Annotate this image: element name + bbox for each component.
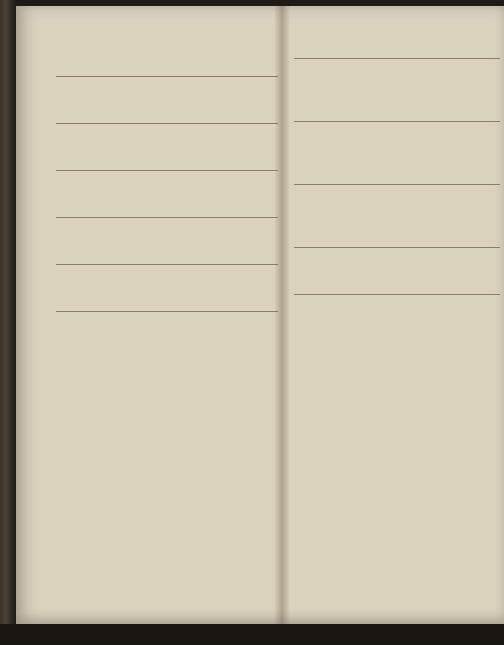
document-page [16,6,504,624]
notice-block [56,36,278,77]
notice-block [56,83,278,124]
left-column [56,18,278,318]
notice-block [294,18,500,59]
right-heading-3 [294,191,500,203]
notice-block [294,144,500,185]
notice-block [294,81,500,122]
scan-bottom-edge [0,624,504,645]
notice-block [56,224,278,265]
notice-block [294,207,500,248]
notice-block [56,130,278,171]
left-heading [56,20,278,32]
notice-block [56,177,278,218]
right-column [294,18,500,301]
right-heading-1 [294,65,500,77]
notice-block [56,271,278,312]
notice-block [294,254,500,295]
right-heading-2 [294,128,500,140]
